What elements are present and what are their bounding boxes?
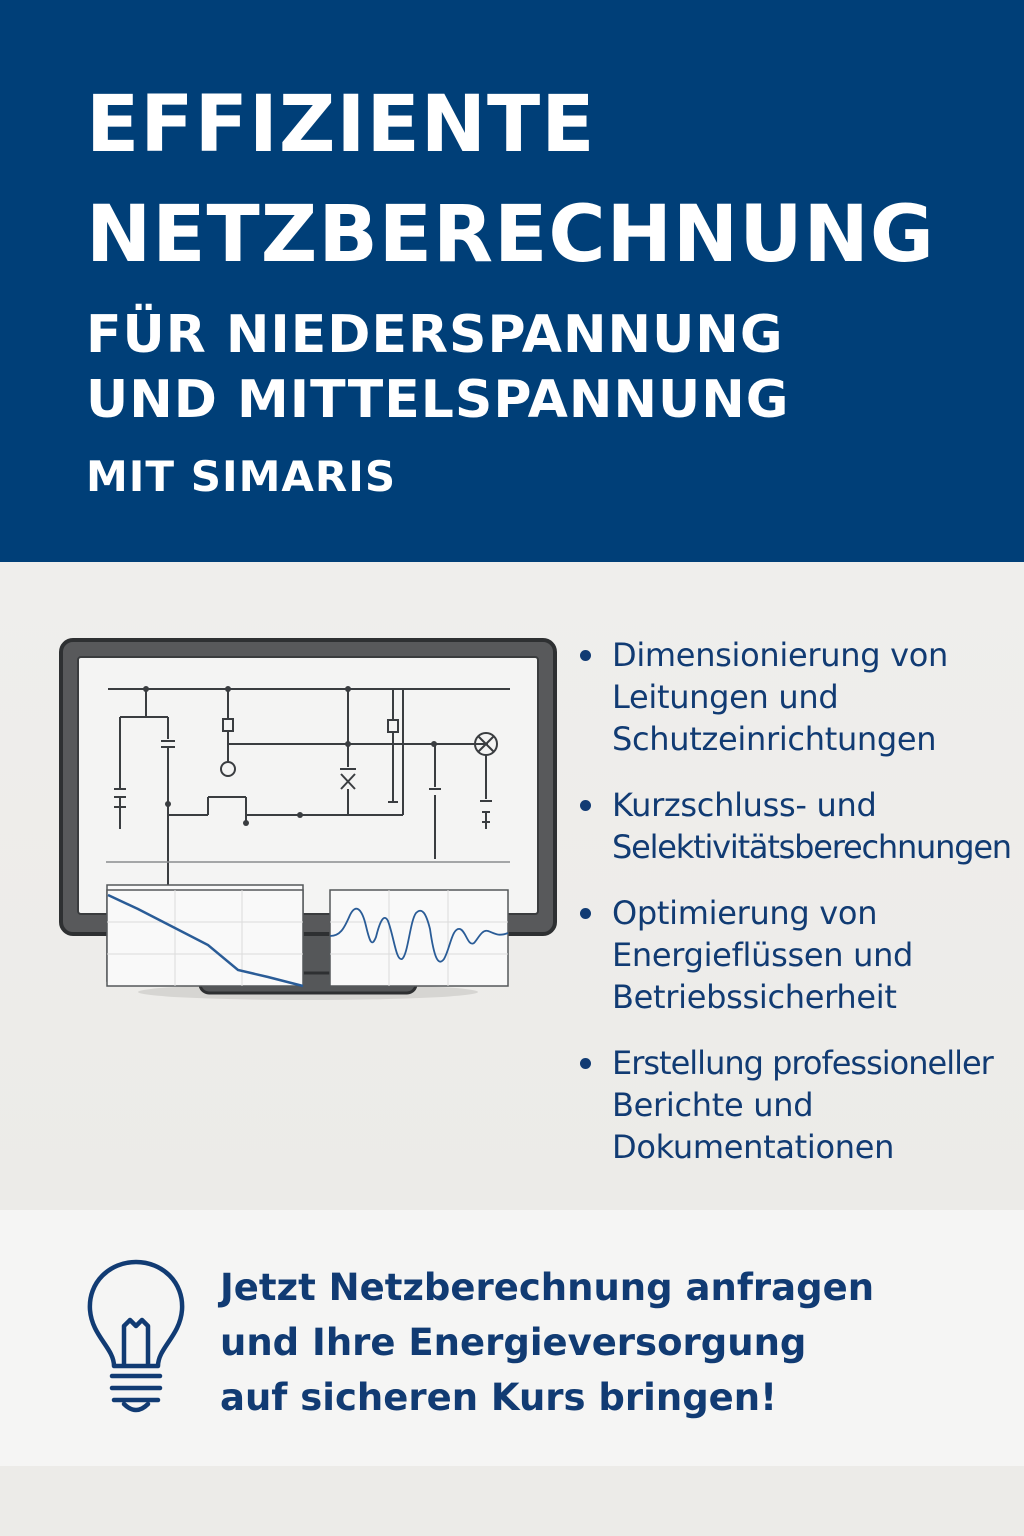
bullet-dot-icon [580,650,591,661]
feature-section [0,562,1024,1210]
cta-text [220,1260,874,1425]
title-line-2: NETZBERECHNUNG [86,190,935,280]
subtitle-line-1: FÜR NIEDERSPANNUNG [86,305,784,365]
feature-item: Erstellung professioneller Berichte und Dokumentationen [580,1042,1020,1168]
bullet-dot-icon [580,800,591,811]
feature-item: Kurzschluss- und Selektivitätsberechnungen [580,784,1020,868]
cta-line-2: und Ihre Energieversorgung [220,1321,807,1364]
header-banner [0,0,1024,562]
call-to-action [0,1210,1024,1466]
subtitle-line-3: MIT SIMARIS [86,452,397,501]
feature-list [580,634,1020,1192]
cta-line-3: auf sicheren Kurs bringen! [220,1376,777,1419]
feature-item: Dimensionierung von Leitungen und Schutzeinrichtungen [580,634,1020,760]
cta-line-1: Jetzt Netzberechnung anfragen [220,1266,875,1309]
screen-charts [58,637,560,1007]
lightbulb-icon [84,1258,188,1418]
subtitle-line-2: UND MITTELSPANNUNG [86,370,790,430]
bullet-dot-icon [580,1058,591,1069]
feature-item: Optimierung von Energieflüssen und Betriebssicherheit [580,892,1020,1018]
bullet-dot-icon [580,908,591,919]
title-line-1: EFFIZIENTE [86,80,596,170]
footer-strip [0,1466,1024,1536]
